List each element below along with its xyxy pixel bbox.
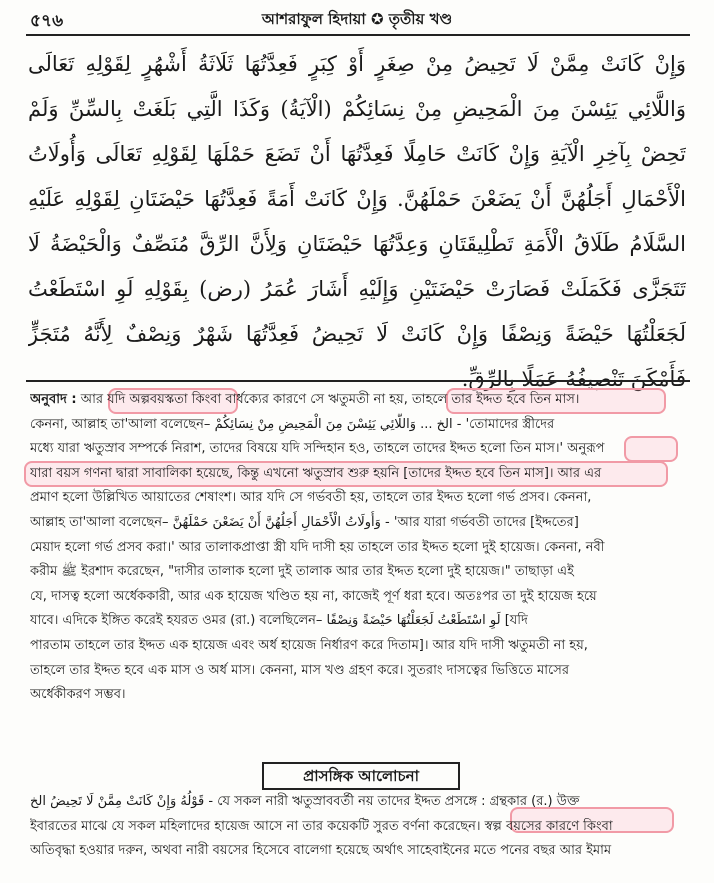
running-head: আশরাফুল হিদায়া ✪ তৃতীয় খণ্ড [261, 10, 453, 28]
arabic-line: تَتَجَزَّى فَكَمَلَتْ فَصَارَتْ حَيْضَتَيْنِ وَإِلَيْهِ أَشَارَ عُمَرُ (رض) بِقَوْلِهِ لَوِ اسْتَطَعْتُ [28, 277, 686, 301]
translation-line: আল্লাহ তা'আলা বলেছেন– وَأُولَاتُ الْأَحْمَالِ أَجَلُهُنَّ أَنْ يَضَعْنَ حَمْلَهُنَّ - 'আর যারা গর্ভবতী তাদের [ইদ্দতের] [30, 514, 579, 530]
arabic-line: لَجَعَلْتُهَا حَيْضَةً وَنِصْفًا وَإِنْ كَانَتْ لَا تَحِيضُ فَعِدَّتُهَا شَهْرٌ وَنِصْفٌ لِأَنَّهُ مُتَجَزٍّ [28, 322, 686, 346]
translation-line: কেননা, আল্লাহ তা'আলা বলেছেন– الخ ... وَاللَّائِي يَئِسْنَ مِنَ الْمَحِيضِ مِنْ نِسَائِكُمْ - 'তোমাদের স্ত্রীদের [30, 416, 555, 432]
section-heading: প্রাসঙ্গিক আলোচনা [262, 762, 460, 790]
translation-label: অনুবাদ : [30, 392, 77, 407]
translation-line: আর যদি অল্পবয়স্কতা কিংবা বার্ধক্যের কারণে সে ঋতুমতী না হয়, তাহলে তার ইদ্দত হবে তিন মাস। [80, 392, 580, 407]
arabic-line: تَحِضْ بِآخِرِ الْآيَةِ وَإِنْ كَانَتْ حَامِلًا فَعِدَّتُهَا أَنْ تَضَعَ حَمْلَهَا لِقَوْلِهِ تَعَالَى وَأُولَاتُ [28, 142, 686, 166]
discussion-line: ইবারতের মাঝে যে সকল মহিলাদের হায়েজ আসে না তার কয়েকটি সুরত বর্ণনা করেছেন। স্বল্প বয়সের কারণে কিংবা [30, 818, 613, 834]
arabic-text-block [28, 42, 686, 402]
arabic-line: فَأَمْكَنَ تَنْصِيفُهُ عَمَلًا بِالرِّقِّ. [461, 367, 686, 391]
discussion-block [30, 790, 692, 864]
translation-line: যারা বয়স গণনা দ্বারা সাবালিকা হয়েছে, কিন্তু এখনো ঋতুস্রাব শুরু হয়নি [তাদের ইদ্দত হবে তিন মাস]। আর এর [30, 465, 602, 481]
translation-line: মধ্যে যারা ঋতুস্রাব সম্পর্কে নিরাশ, তাদের বিষয়ে যদি সন্দিহান হও, তাহলে তাদের ইদ্দত হলো তিন মাস।' অনুরূপ [30, 441, 605, 457]
arabic-line: الْأَحْمَالِ أَجَلُهُنَّ أَنْ يَضَعْنَ حَمْلَهُنَّ. وَإِنْ كَانَتْ أَمَةً فَعِدَّتُهَا حَيْضَتَانِ لِقَوْلِهِ عَلَيْهِ [28, 187, 686, 211]
translation-line: পারতাম তাহলে তার ইদ্দত এক হায়েজ এবং অর্ধ হায়েজ নির্ধারণ করে দিতাম]। আর যদি দাসী ঋতুমতী না হয়, [30, 637, 588, 653]
translation-line: মেয়াদ হলো গর্ভ প্রসব করা।' আর তালাকপ্রাপ্তা স্ত্রী যদি দাসী হয় তাহলে তার ইদ্দত হলো দুই হায়েজ। কেননা, নবী [30, 539, 605, 555]
section-rule [26, 380, 690, 382]
translation-line: অর্ধেকীকরণ সম্ভব। [30, 687, 126, 703]
translation-line: তাহলে তার ইদ্দত হবে এক মাস ও অর্ধ মাস। কেননা, মাস খণ্ড গ্রহণ করে। সুতরাং দাসত্বের ভিত্তিতে মাসের [30, 662, 570, 678]
arabic-line: وَإِنْ كَانَتْ مِمَّنْ لَا تَحِيضُ مِنْ صِغَرٍ أَوْ كِبَرٍ فَعِدَّتُهَا ثَلَاثَةُ أَشْهُرٍ لِقَوْلِهِ تَعَالَى [28, 52, 686, 76]
arabic-line: وَاللَّائِي يَئِسْنَ مِنَ الْمَحِيضِ مِنْ نِسَائِكُمْ (الْآيَةُ) وَكَذَا الَّتِي بَلَغَتْ بِالسِّنِّ وَلَمْ [28, 97, 686, 121]
header-rule [26, 34, 690, 36]
translation-line: করীম ﷺ ইরশাদ করেছেন, "দাসীর তালাক হলো দুই তালাক আর তার ইদ্দত হলো দুই হায়েজ।" তাছাড়া এই [30, 564, 574, 580]
translation-line: যাবে। এদিকে ইঙ্গিত করেই হযরত ওমর (রা.) বলেছিলেন– لَوِ اسْتَطَعْتُ لَجَعَلْتُهَا حَيْضَةً وَنِصْفًا [যদি [30, 613, 528, 629]
translation-block [30, 388, 692, 708]
page-number: ৫৭৬ [30, 11, 64, 31]
arabic-line: السَّلَامُ طَلَاقُ الْأَمَةِ تَطْلِيقَتَانِ وَعِدَّتُهَا حَيْضَتَانِ وَلِأَنَّ الرِّقَّ مُنَصِّفٌ وَالْحَيْضَةُ لَا [28, 232, 686, 256]
translation-line: প্রমাণ হলো উল্লিখিত আয়াতের শেষাংশ। আর যদি সে গর্ভবতী হয়, তাহলে তার ইদ্দত হলো গর্ভ প্রসব। কেননা, [30, 490, 592, 506]
discussion-line: অতিবৃদ্ধা হওয়ার দরুন, অথবা নারী বয়সের হিসেবে বালেগা হয়েছে অর্থাৎ সাহেবাইনের মতে পনের বছর আর ইমাম [30, 843, 612, 859]
page-header [0, 0, 714, 34]
translation-line: যে, দাসত্ব হলো অর্ধেককারী, আর এক হায়েজ খণ্ডিত হয় না, কাজেই পূর্ণ ধরা হবে। অতঃপর তা দুই হায়েজ হয়ে [30, 588, 597, 604]
discussion-line: قَوْلُهُ وَإِنْ كَانَتْ مِمَّنْ لَا تَحِيضُ الخ - যে সকল নারী ঋতুস্রাববর্তী নয় তাদের ইদ্দত প্রসঙ্গে : গ্রন্থকার (র.) উক্ত [30, 794, 580, 809]
